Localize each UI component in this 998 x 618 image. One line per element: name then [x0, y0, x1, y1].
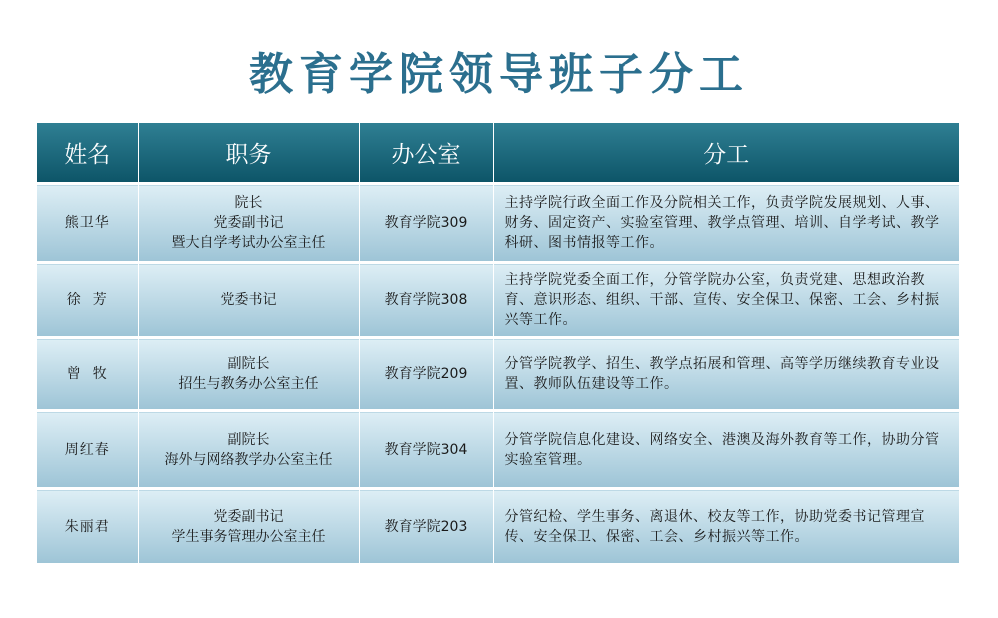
leader-name: 朱丽君: [37, 489, 138, 564]
leader-duty: 分管学院教学、招生、教学点拓展和管理、高等学历继续教育专业设置、教师队伍建设等工作。: [493, 338, 959, 411]
table-header-row: [37, 123, 959, 184]
position-line: 党委副书记: [213, 508, 284, 525]
leader-positions: [138, 263, 359, 338]
leader-positions: [138, 338, 359, 411]
header-name: 姓名: [37, 123, 138, 184]
position-line: 党委书记: [220, 292, 277, 308]
table-row: [37, 411, 959, 489]
leader-office: 教育学院203: [359, 489, 493, 564]
leader-duty: 分管学院信息化建设、网络安全、港澳及海外教育等工作，协助分管实验室管理。: [493, 411, 959, 489]
position-line: 党委副书记: [213, 215, 284, 231]
table-row: [37, 263, 959, 338]
leader-positions: [138, 411, 359, 489]
table-row: [37, 489, 959, 564]
leader-name: 徐 芳: [37, 263, 138, 338]
table-row: [37, 184, 959, 263]
leader-office: 教育学院209: [359, 338, 493, 411]
header-duty: 分工: [493, 123, 959, 184]
leader-name: 周红春: [37, 411, 138, 489]
leader-duty: 主持学院党委全面工作，分管学院办公室，负责党建、思想政治教育、意识形态、组织、干部、宣传、安全保卫、保密、工会、乡村振兴等工作。: [493, 263, 959, 338]
leader-name: 曾 牧: [37, 338, 138, 411]
leader-duty: 分管纪检、学生事务、离退休、校友等工作，协助党委书记管理宣传、安全保卫、保密、工会、乡村振兴等工作。: [493, 489, 959, 564]
position-line: 副院长: [227, 431, 270, 448]
table-row: [37, 338, 959, 411]
leader-name: 熊卫华: [37, 184, 138, 263]
page-title: 教育学院领导班子分工: [249, 49, 749, 100]
leader-office: 教育学院304: [359, 411, 493, 489]
header-office: 办公室: [359, 123, 493, 184]
header-position: 职务: [138, 123, 359, 184]
leader-office: 教育学院309: [359, 184, 493, 263]
leader-duty: 主持学院行政全面工作及分院相关工作，负责学院发展规划、人事、财务、固定资产、实验室管理、教学点管理、培训、自学考试、教学科研、图书情报等工作。: [493, 184, 959, 263]
leader-positions: [138, 184, 359, 263]
position-line: 院长: [234, 195, 263, 211]
position-line: 副院长: [227, 356, 270, 372]
position-line: 暨大自学考试办公室主任: [171, 235, 326, 251]
position-line: 招生与教务办公室主任: [178, 376, 319, 392]
position-line: 海外与网络教学办公室主任: [164, 451, 333, 468]
position-line: 学生事务管理办公室主任: [171, 528, 326, 545]
leader-positions: [138, 489, 359, 564]
leadership-table: [37, 123, 959, 563]
leader-office: 教育学院308: [359, 263, 493, 338]
